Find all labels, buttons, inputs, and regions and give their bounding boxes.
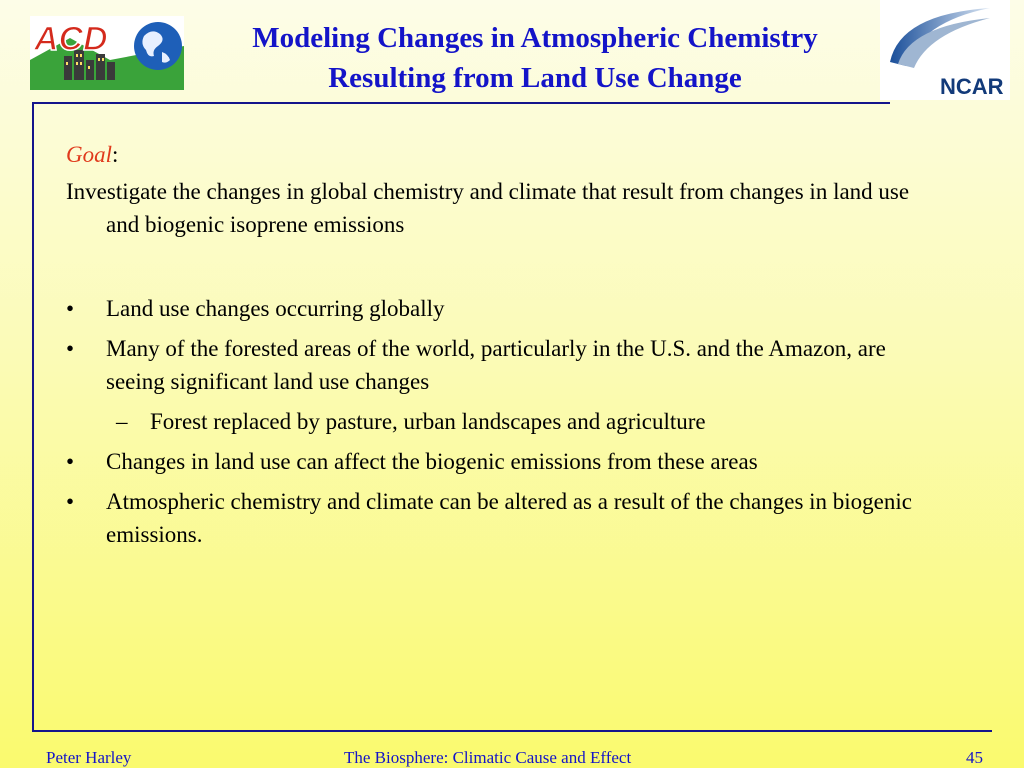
sub-bullet-item: [66, 405, 926, 438]
slide-title: [190, 18, 880, 98]
footer-page-number: 45: [966, 748, 983, 767]
ncar-swoosh-icon: [880, 0, 1010, 100]
sub-bullet-mark: –: [116, 409, 128, 434]
bullet-text: Land use changes occurring globally: [106, 296, 445, 321]
title-line-2: Resulting from Land Use Change: [328, 62, 742, 94]
footer-title: The Biosphere: Climatic Cause and Effect: [344, 748, 632, 767]
acd-globe-city-logo-icon: [30, 16, 184, 90]
goal-colon: :: [112, 142, 119, 167]
footer-author: Peter Harley: [46, 748, 132, 767]
acd-logo-text: ACD: [34, 20, 108, 58]
frame-bottom-rule: [32, 730, 992, 732]
bullet-mark: •: [66, 296, 75, 321]
bullet-text: Changes in land use can affect the biogenic emissions from these areas: [106, 449, 758, 474]
acd-logo: [30, 16, 184, 90]
bullet-mark: •: [66, 336, 75, 361]
bullet-text: Atmospheric chemistry and climate can be altered as a result of the changes in biogenic emissions.: [106, 489, 912, 547]
title-line-1: Modeling Changes in Atmospheric Chemistry: [252, 22, 818, 54]
ncar-logo-text: NCAR: [940, 74, 1004, 99]
frame-top-rule: [32, 102, 890, 104]
slide-body: [66, 138, 926, 551]
sub-bullet-text: Forest replaced by pasture, urban landscapes and agriculture: [150, 409, 706, 434]
spacer: [66, 241, 926, 285]
bullet-item: [66, 332, 926, 398]
bullet-item: [66, 292, 926, 325]
goal-heading: [66, 138, 926, 171]
bullet-item: [66, 485, 926, 551]
ncar-logo: [880, 0, 1010, 100]
bullet-mark: •: [66, 489, 75, 514]
bullet-item: [66, 445, 926, 478]
goal-label: Goal: [66, 142, 112, 167]
bullet-text: Many of the forested areas of the world, particularly in the U.S. and the Amazon, are seeing significant land use changes: [106, 336, 886, 394]
bullet-mark: •: [66, 449, 75, 474]
frame-left-rule: [32, 102, 34, 732]
goal-text: Investigate the changes in global chemistry and climate that result from changes in land use and biogenic isoprene emissions: [66, 179, 910, 237]
